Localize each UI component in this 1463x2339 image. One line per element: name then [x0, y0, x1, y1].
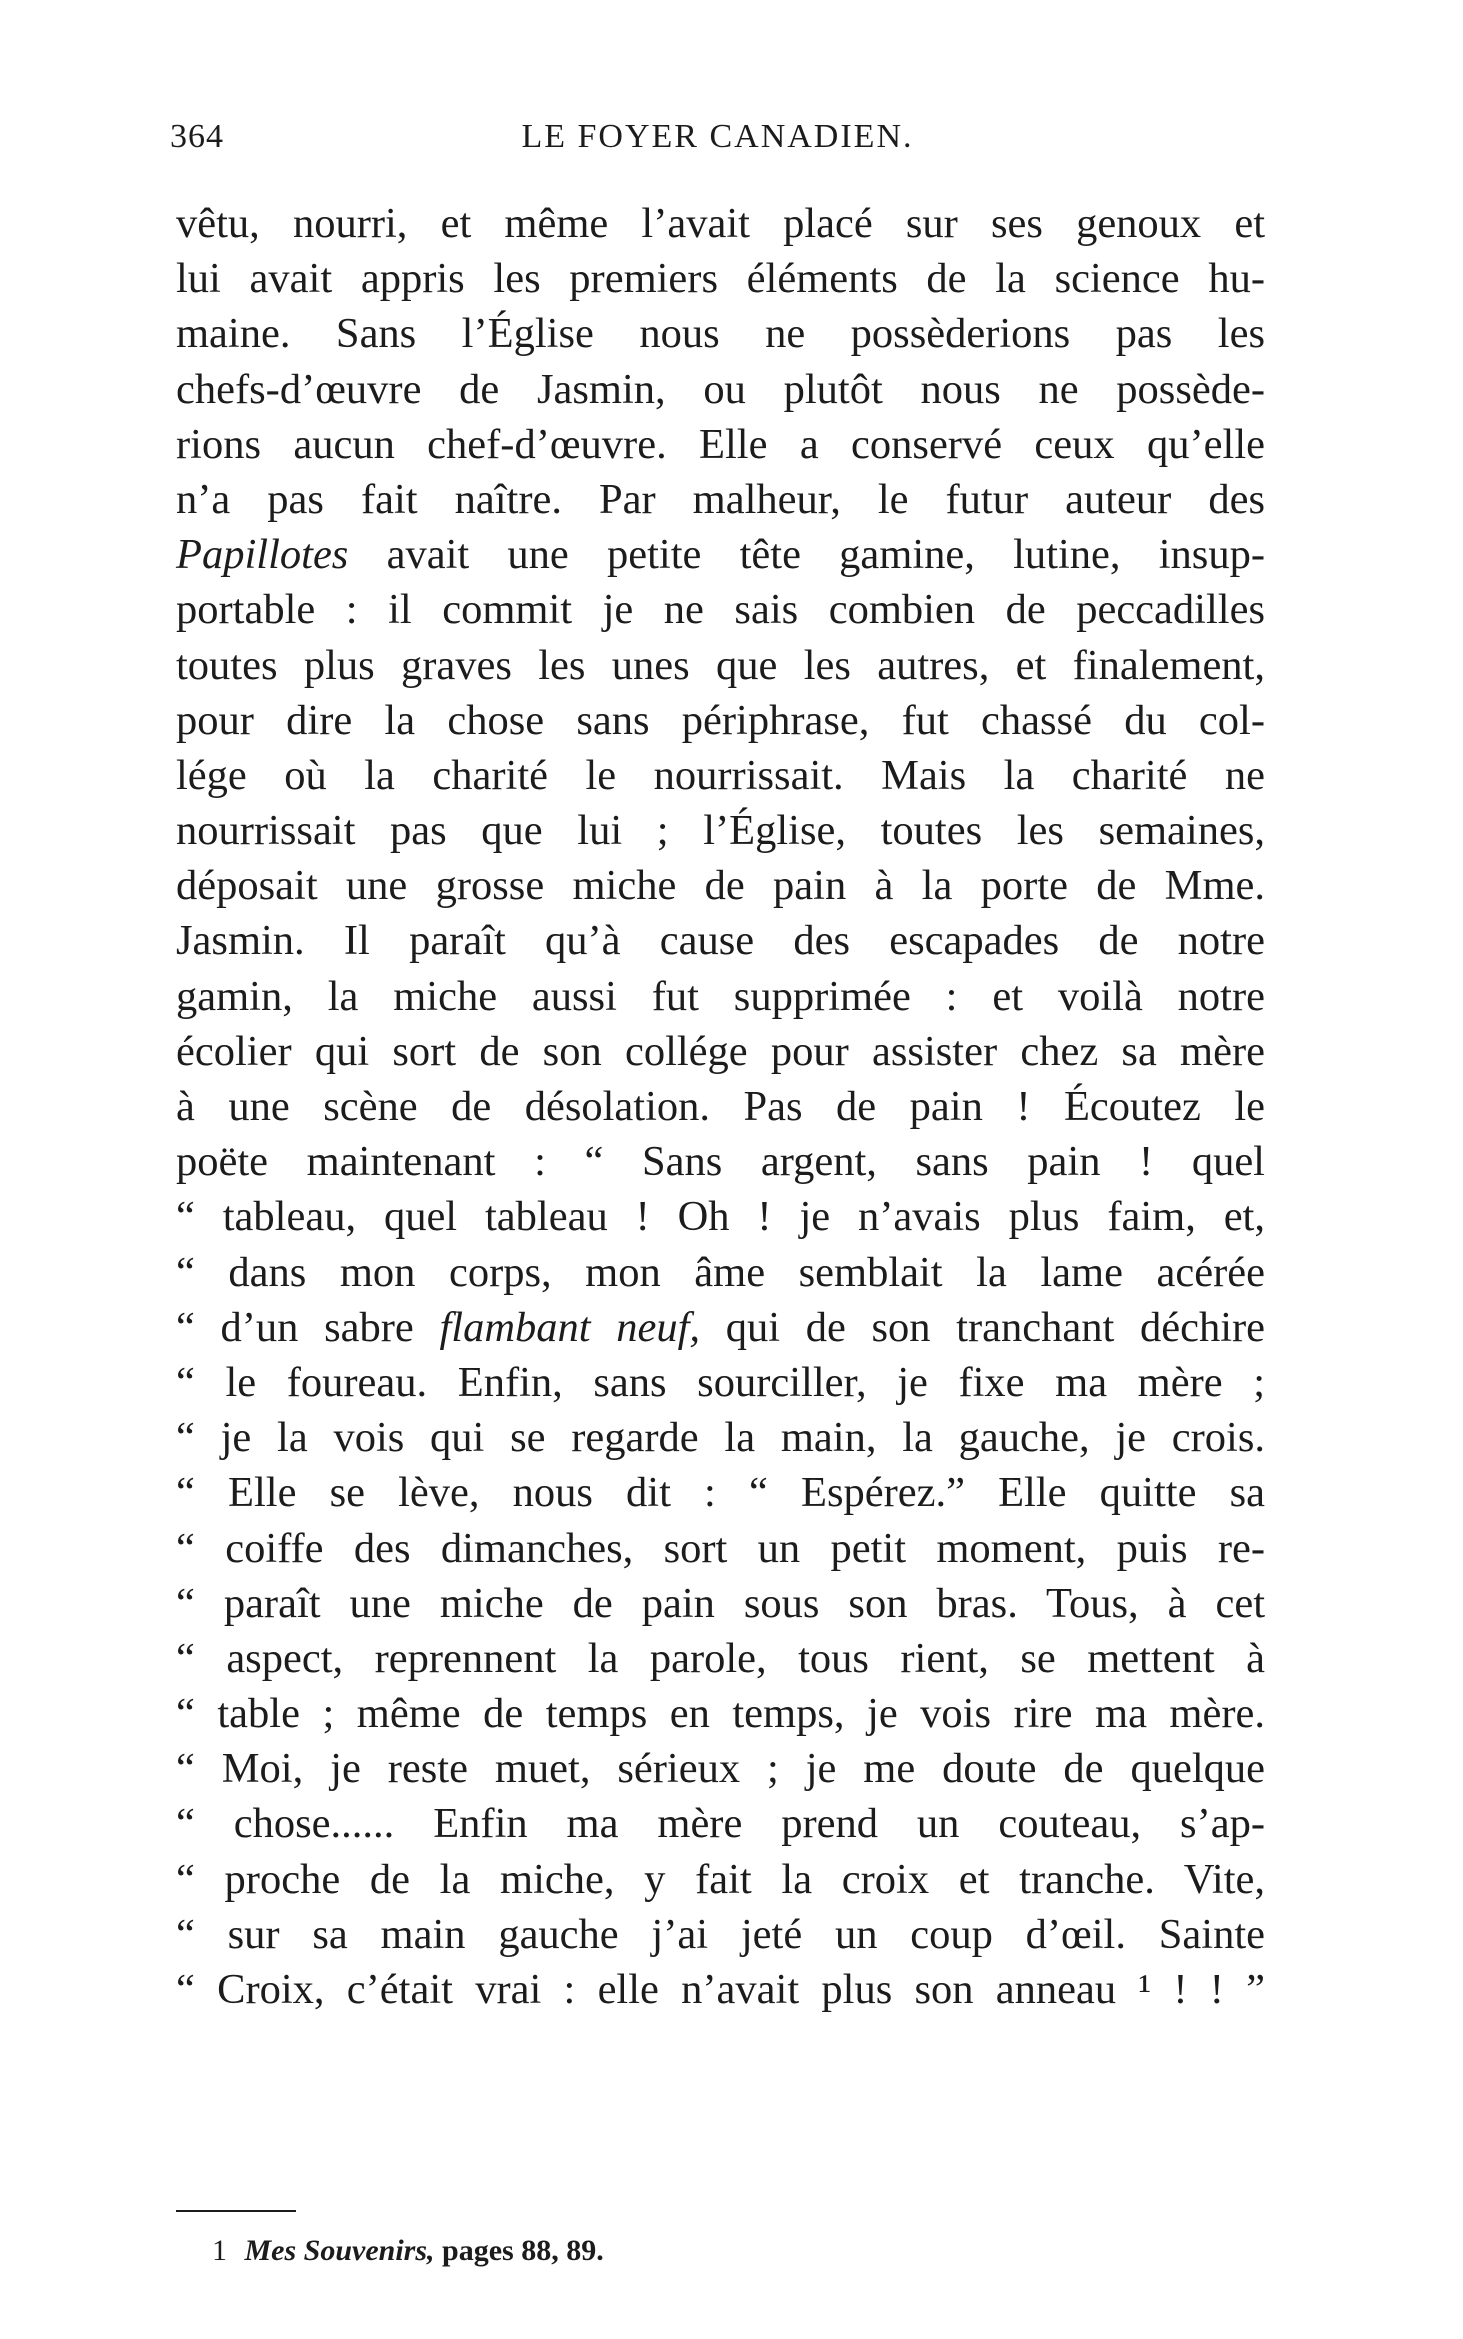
text-line: écolier qui sort de son collége pour assister chez sa mère	[176, 1027, 1265, 1075]
text-line: déposait une grosse miche de pain à la porte de Mme.	[176, 862, 1265, 910]
text-line: “ sur sa main gauche j’ai jeté un coup d’œil. Sainte	[176, 1910, 1265, 1958]
text-line: “ aspect, reprennent la parole, tous rient, se mettent à	[176, 1634, 1265, 1682]
text-line: portable : il commit je ne sais combien de peccadilles	[176, 586, 1265, 634]
page-number: 364	[170, 118, 224, 155]
text-line: toutes plus graves les unes que les autres, et finalement,	[176, 641, 1265, 689]
running-title: LE FOYER CANADIEN.	[521, 118, 914, 155]
text-line: à une scène de désolation. Pas de pain ! Écoutez le	[176, 1083, 1265, 1130]
footnote-title: Mes Souvenirs,	[244, 2234, 435, 2267]
footnote-pages: pages 88, 89.	[442, 2234, 604, 2267]
text-line: lége où la charité le nourrissait. Mais la charité ne	[176, 751, 1265, 799]
footnote	[212, 2234, 604, 2268]
text-line: Jasmin. Il paraît qu’à cause des escapades de notre	[176, 917, 1265, 965]
italic-title-papillotes: Papillotes	[176, 531, 349, 579]
italic-phrase-flambant-neuf: flambant neuf,	[439, 1303, 701, 1351]
footnote-marker: 1	[212, 2234, 227, 2267]
text-line-rest: avait une petite tête gamine, lutine, insup-	[386, 531, 1265, 579]
text-line: “ table ; même de temps en temps, je vois rire ma mère.	[176, 1690, 1265, 1738]
text-line: pour dire la chose sans périphrase, fut chassé du col-	[176, 696, 1265, 744]
text-line: “ Croix, c’était vrai : elle n’avait plus son anneau ¹ ! ! ”	[176, 1966, 1265, 2013]
text-line: “ dans mon corps, mon âme semblait la lame acérée	[176, 1248, 1265, 1296]
text-line: poëte maintenant : “ Sans argent, sans pain ! quel	[176, 1138, 1265, 1186]
body-text	[176, 196, 1265, 2017]
text-line-rest: qui de son tranchant déchire	[725, 1303, 1266, 1351]
text-line: lui avait appris les premiers éléments de la science hu-	[176, 255, 1265, 303]
text-line	[176, 527, 1265, 582]
text-line: “ coiffe des dimanches, sort un petit moment, puis re-	[176, 1524, 1265, 1572]
text-line: “ chose...... Enfin ma mère prend un couteau, s’ap-	[176, 1800, 1265, 1848]
text-line: “ Elle se lève, nous dit : “ Espérez.” Elle quitte sa	[176, 1469, 1265, 1517]
text-line: “ je la vois qui se regarde la main, la gauche, je crois.	[176, 1414, 1265, 1462]
text-line: n’a pas fait naître. Par malheur, le futur auteur des	[176, 475, 1265, 523]
text-line: “ le foureau. Enfin, sans sourciller, je fixe ma mère ;	[176, 1358, 1265, 1406]
text-line: “ paraît une miche de pain sous son bras. Tous, à cet	[176, 1579, 1265, 1627]
text-line: “ Moi, je reste muet, sérieux ; je me doute de quelque	[176, 1745, 1265, 1793]
footnote-rule	[176, 2210, 296, 2212]
text-line: rions aucun chef-d’œuvre. Elle a conservé ceux qu’elle	[176, 420, 1265, 468]
page-header	[170, 118, 1265, 178]
text-line: “ proche de la miche, y fait la croix et tranche. Vite,	[176, 1855, 1265, 1903]
text-line-prefix: “ d’un sabre	[176, 1303, 414, 1351]
text-line: chefs-d’œuvre de Jasmin, ou plutôt nous ne possède-	[176, 365, 1265, 413]
text-line	[176, 1300, 1265, 1355]
text-line: vêtu, nourri, et même l’avait placé sur ses genoux et	[176, 200, 1265, 247]
text-line: gamin, la miche aussi fut supprimée : et voilà notre	[176, 972, 1265, 1020]
text-line: “ tableau, quel tableau ! Oh ! je n’avais plus faim, et,	[176, 1193, 1265, 1241]
text-line: nourrissait pas que lui ; l’Église, toutes les semaines,	[176, 807, 1265, 855]
text-line: maine. Sans l’Église nous ne possèderions pas les	[176, 310, 1265, 358]
